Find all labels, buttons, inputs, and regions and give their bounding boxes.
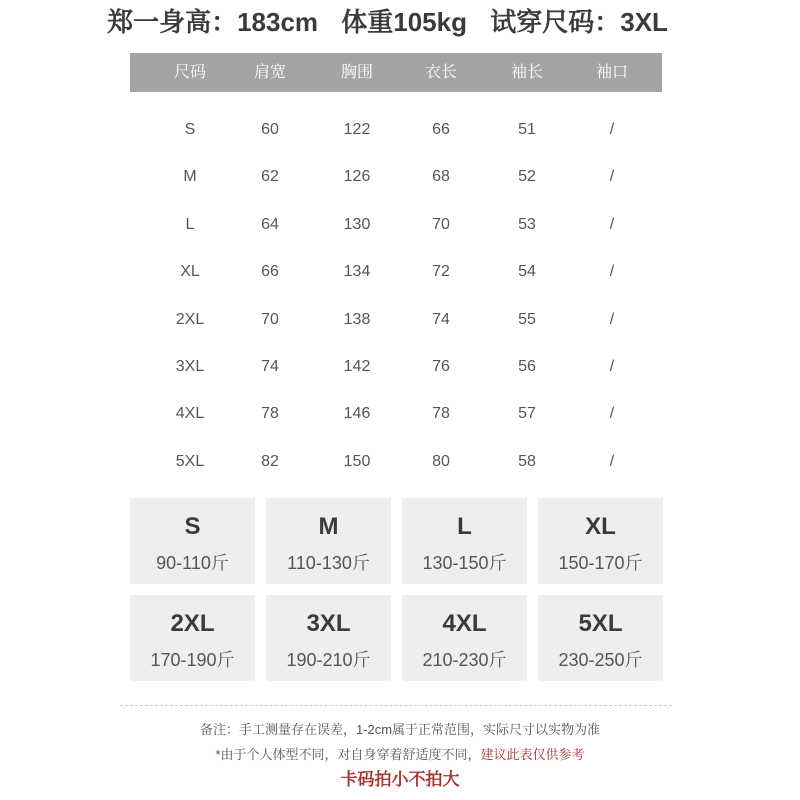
table-cell: 70 bbox=[261, 310, 279, 328]
weight-card bbox=[538, 498, 663, 584]
table-cell: 3XL bbox=[175, 357, 205, 375]
table-cell: 78 bbox=[432, 405, 450, 423]
table-cell: 72 bbox=[432, 263, 450, 281]
table-row bbox=[130, 438, 662, 485]
table-cell: 66 bbox=[432, 121, 450, 138]
weight-card-range: 150-170斤 bbox=[558, 553, 643, 573]
weight-card-range: 130-150斤 bbox=[422, 553, 507, 573]
weight-card-range: 90-110斤 bbox=[156, 553, 229, 573]
table-cell: / bbox=[609, 121, 615, 138]
size-table-body bbox=[130, 106, 662, 485]
table-cell: S bbox=[184, 121, 196, 138]
table-cell: 58 bbox=[518, 452, 536, 470]
table-cell: 66 bbox=[261, 263, 279, 281]
page-title bbox=[0, 4, 775, 40]
weight-card-size: XL bbox=[585, 513, 616, 540]
weight-card bbox=[266, 498, 391, 584]
weight-card-range: 210-230斤 bbox=[422, 650, 507, 670]
table-cell: 51 bbox=[518, 121, 536, 138]
header-cell-size: 尺码 bbox=[173, 64, 206, 81]
weight-card bbox=[402, 595, 527, 681]
note-size-advice: 卡码拍小不拍大 bbox=[340, 770, 460, 789]
table-row bbox=[130, 153, 662, 200]
weight-card-range: 230-250斤 bbox=[558, 650, 643, 670]
table-cell: 126 bbox=[343, 168, 371, 186]
weight-card bbox=[402, 498, 527, 584]
weight-card-size: 3XL bbox=[306, 610, 351, 637]
table-cell: 134 bbox=[343, 263, 371, 281]
header-cell-shoulder: 肩宽 bbox=[253, 64, 286, 81]
weight-guide bbox=[130, 498, 663, 681]
table-cell: M bbox=[183, 168, 197, 186]
table-cell: 74 bbox=[432, 310, 450, 328]
table-cell: 54 bbox=[518, 263, 536, 281]
dashed-divider bbox=[120, 705, 672, 706]
table-cell: 4XL bbox=[175, 405, 205, 423]
table-cell: 52 bbox=[518, 168, 536, 186]
table-cell: 64 bbox=[261, 215, 279, 233]
table-cell: / bbox=[609, 263, 615, 281]
table-cell: 60 bbox=[261, 121, 279, 138]
weight-card-size: 2XL bbox=[170, 610, 215, 637]
table-row bbox=[130, 390, 662, 437]
weight-card-size: 4XL bbox=[442, 610, 487, 637]
weight-card-size: 5XL bbox=[578, 610, 623, 637]
table-cell: 53 bbox=[518, 215, 536, 233]
header-cell-sleeve: 袖长 bbox=[510, 64, 543, 81]
weight-card bbox=[266, 595, 391, 681]
header-cell-cuff: 袖口 bbox=[595, 64, 628, 81]
weight-card-range: 110-130斤 bbox=[287, 553, 370, 573]
size-table-header bbox=[130, 53, 662, 92]
header-cell-length: 衣长 bbox=[424, 64, 457, 81]
table-cell: 82 bbox=[261, 452, 279, 470]
table-cell: 74 bbox=[261, 357, 279, 375]
weight-card-size: L bbox=[457, 513, 472, 540]
model-weight: 体重105kg bbox=[341, 7, 467, 37]
table-cell: 142 bbox=[343, 357, 371, 375]
table-row bbox=[130, 106, 662, 153]
weight-card-range: 190-210斤 bbox=[286, 650, 371, 670]
table-cell: 130 bbox=[343, 215, 371, 233]
table-row bbox=[130, 248, 662, 295]
table-cell: / bbox=[609, 405, 615, 423]
weight-card-size: M bbox=[318, 513, 339, 540]
table-cell: / bbox=[609, 452, 615, 470]
table-cell: 138 bbox=[343, 310, 371, 328]
model-height: 郑一身高：183cm bbox=[107, 7, 319, 37]
note-body-type-text: *由于个人体型不同，对自身穿着舒适度不同， bbox=[215, 747, 481, 762]
header-cell-chest: 胸围 bbox=[340, 64, 373, 81]
table-cell: / bbox=[609, 310, 615, 328]
table-cell: 150 bbox=[343, 452, 371, 470]
table-row bbox=[130, 296, 662, 343]
table-cell: 56 bbox=[518, 357, 536, 375]
table-cell: 55 bbox=[518, 310, 536, 328]
table-cell: 5XL bbox=[175, 452, 205, 470]
note-highlight: 建议此表仅供参考 bbox=[480, 747, 585, 762]
table-row bbox=[130, 343, 662, 390]
table-cell: 57 bbox=[518, 405, 536, 423]
table-cell: / bbox=[609, 357, 615, 375]
weight-card-range: 170-190斤 bbox=[150, 650, 235, 670]
table-row bbox=[130, 201, 662, 248]
table-cell: / bbox=[609, 168, 615, 186]
table-cell: 62 bbox=[261, 168, 279, 186]
weight-card bbox=[538, 595, 663, 681]
table-cell: 70 bbox=[432, 215, 450, 233]
table-cell: 76 bbox=[432, 357, 450, 375]
table-cell: L bbox=[185, 215, 195, 233]
weight-card bbox=[130, 498, 255, 584]
trial-size: 试穿尺码：3XL bbox=[490, 7, 668, 37]
weight-card-size: S bbox=[184, 513, 201, 540]
table-cell: 68 bbox=[432, 168, 450, 186]
note-measurement: 备注：手工测量存在误差，1-2cm属于正常范围，实际尺寸以实物为准 bbox=[199, 722, 601, 737]
table-cell: / bbox=[609, 215, 615, 233]
weight-card bbox=[130, 595, 255, 681]
table-cell: 80 bbox=[432, 452, 450, 470]
table-cell: 2XL bbox=[175, 310, 205, 328]
table-cell: XL bbox=[180, 263, 200, 281]
table-cell: 122 bbox=[343, 121, 371, 138]
table-cell: 146 bbox=[343, 405, 371, 423]
table-cell: 78 bbox=[261, 405, 279, 423]
note-body-type bbox=[0, 745, 800, 765]
